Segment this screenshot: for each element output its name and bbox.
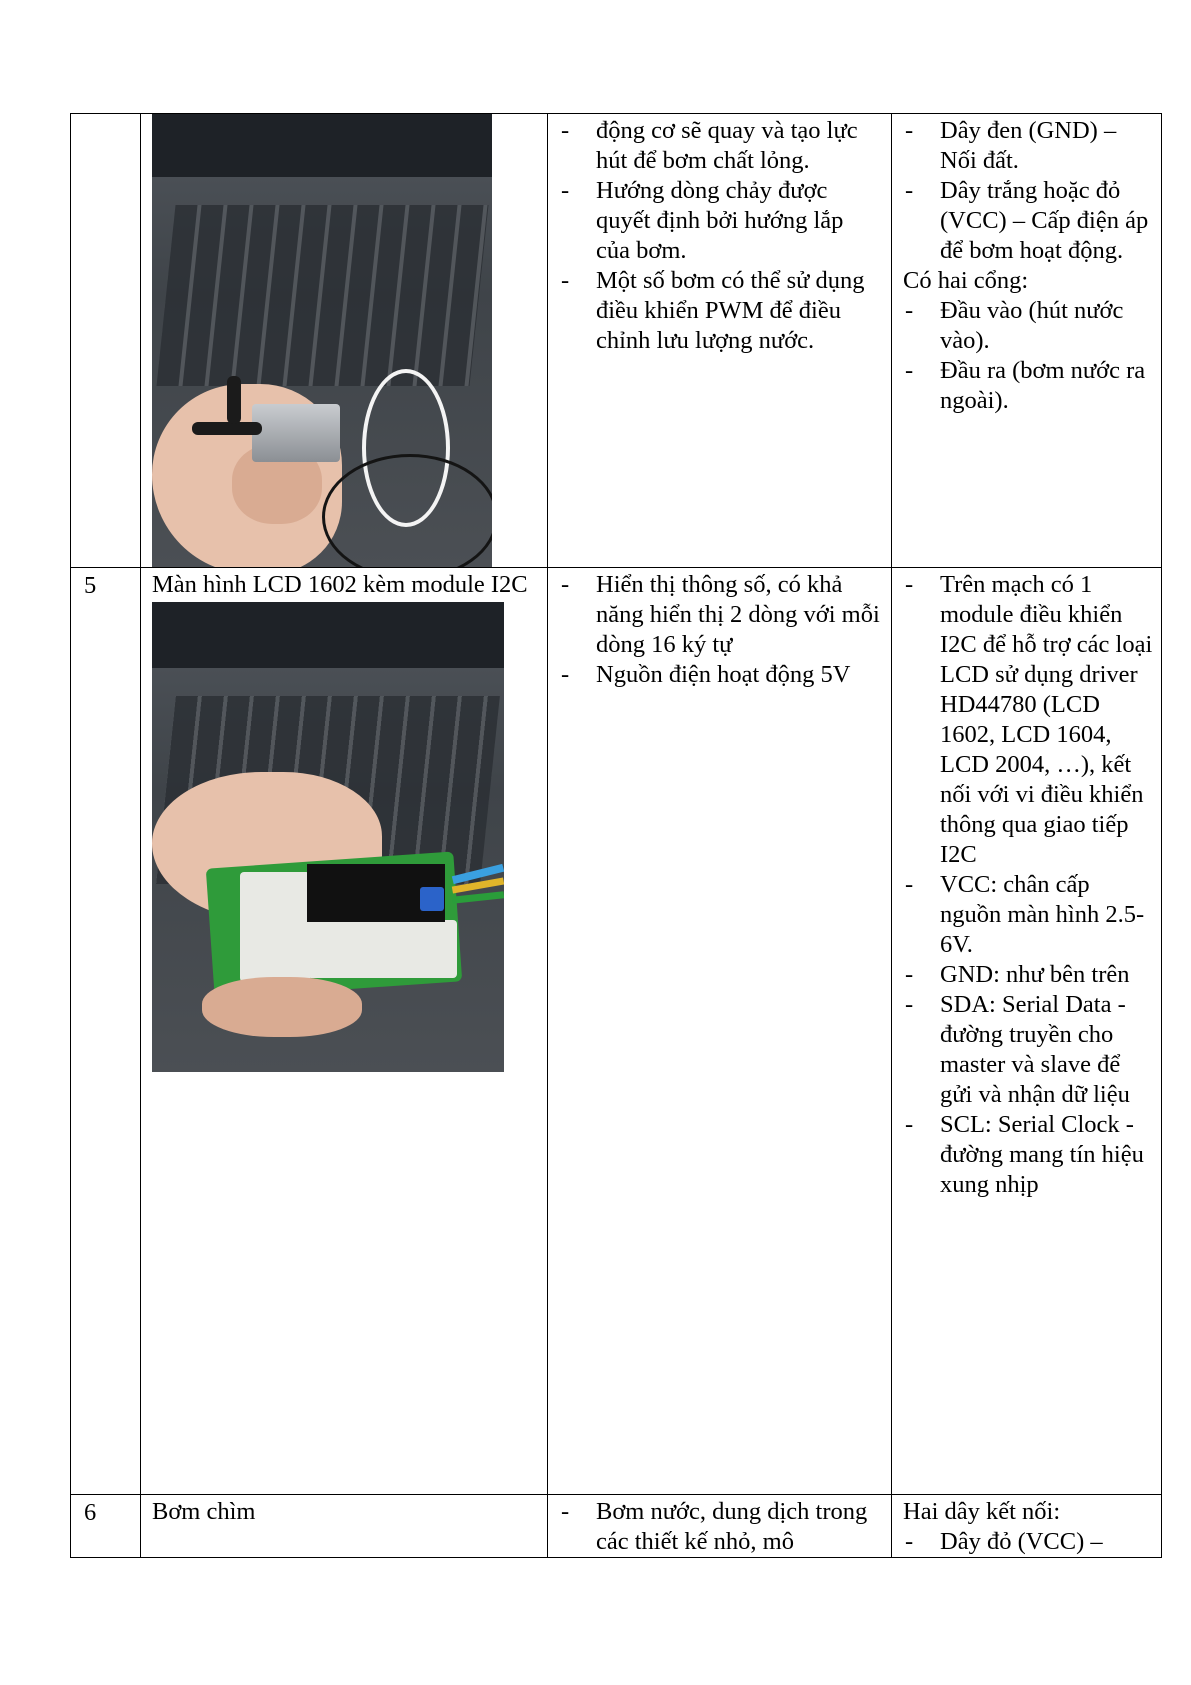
row-number-cell: 6 [71,1495,141,1558]
component-table [70,113,1162,1558]
list-item: - Bơm nước, dung dịch trong các thiết kế nhỏ, mô [559,1497,883,1557]
row-number-cell: 5 [71,568,141,1495]
list-item: - Hướng dòng chảy được quyết định bởi hướng lắp của bơm. [559,176,883,266]
list-item: - động cơ sẽ quay và tạo lực hút để bơm chất lỏng. [559,116,883,176]
notes-cell [892,114,1162,568]
list-item: - GND: như bên trên [903,960,1153,990]
row-number-cell [71,114,141,568]
function-cell [548,114,892,568]
component-title: Bơm chìm [152,1498,256,1525]
notes-cell [892,568,1162,1495]
list-item: - SDA: Serial Data - đường truyền cho master và slave để gửi và nhận dữ liệu [903,990,1153,1110]
table-row [71,114,1162,568]
lcd-photo [152,602,504,1072]
component-cell [141,568,548,1495]
function-cell [548,1495,892,1558]
list-item: - Trên mạch có 1 module điều khiển I2C để hỗ trợ các loại LCD sử dụng driver HD44780 (LCD 1602, LCD 1604, LCD 2004, …), kết nối với vi điều khiển thông qua giao tiếp I2C [903,570,1153,870]
list-item: - Đầu vào (hút nước vào). [903,296,1153,356]
list-item: - Dây đen (GND) – Nối đất. [903,116,1153,176]
notes-cell [892,1495,1162,1558]
table-row [71,568,1162,1495]
list-item: - Dây trắng hoặc đỏ (VCC) – Cấp điện áp để bơm hoạt động. [903,176,1153,266]
list-item: - VCC: chân cấp nguồn màn hình 2.5-6V. [903,870,1153,960]
list-item: - Dây đỏ (VCC) – [903,1527,1153,1557]
subheading: Có hai cổng: [903,267,1029,294]
list-item: - Nguồn điện hoạt động 5V [559,660,883,690]
component-cell [141,1495,548,1558]
pump-photo [152,114,492,567]
list-item: - Hiển thị thông số, có khả năng hiển thị 2 dòng với mỗi dòng 16 ký tự [559,570,883,660]
component-title: Màn hình LCD 1602 kèm module I2C [152,571,528,598]
table-row [71,1495,1162,1558]
list-item: - Một số bơm có thể sử dụng điều khiển PWM để điều chỉnh lưu lượng nước. [559,266,883,356]
list-item: - SCL: Serial Clock - đường mang tín hiệu xung nhịp [903,1110,1153,1200]
subheading: Hai dây kết nối: [903,1498,1061,1525]
function-cell [548,568,892,1495]
list-item: - Đầu ra (bơm nước ra ngoài). [903,356,1153,416]
component-cell [141,114,548,568]
